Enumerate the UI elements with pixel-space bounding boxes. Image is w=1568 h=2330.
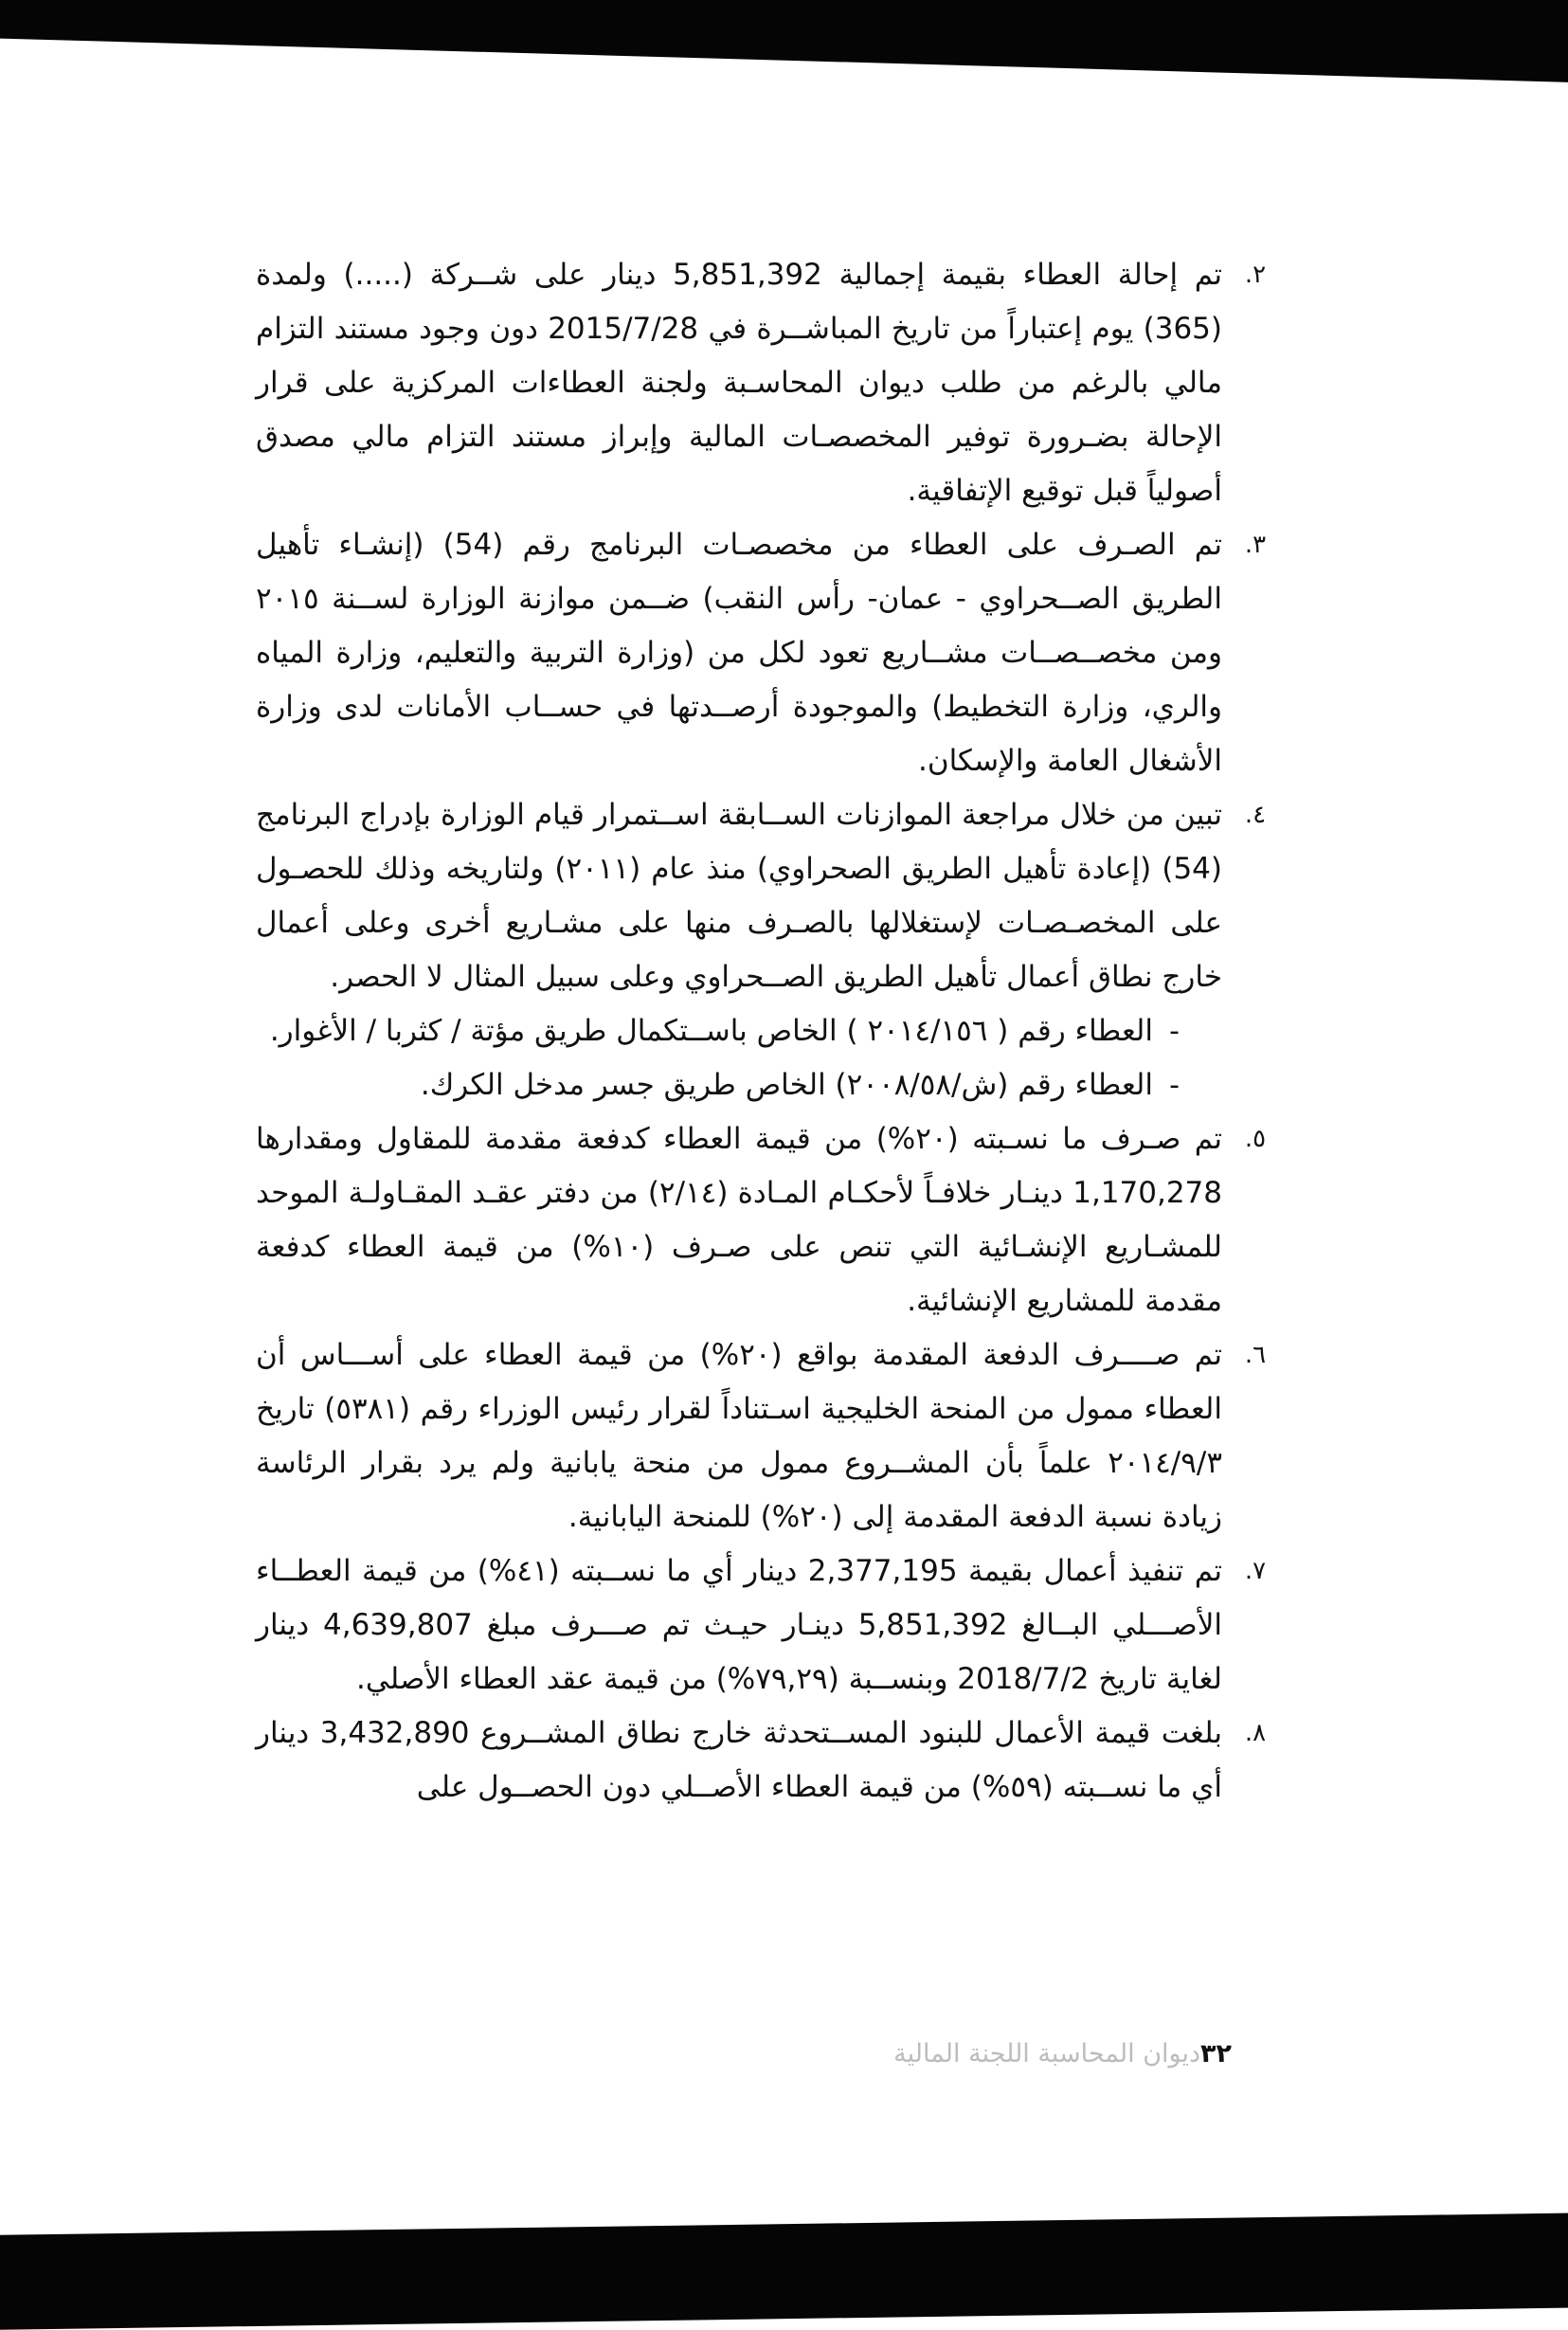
page-number: ٣٢ (1200, 2039, 1232, 2068)
list-item-5 (256, 1112, 1279, 1328)
dash-bullet-icon: - (1169, 1069, 1180, 1102)
item-number: ٨. (1244, 1719, 1267, 1747)
dash-bullet-icon: - (1169, 1015, 1180, 1048)
list-item-6 (256, 1328, 1279, 1544)
sub-list-item (256, 1058, 1180, 1112)
item-number: ٢. (1244, 261, 1267, 289)
item-text: تم الصـرف على العطاء من مخصصـات البرنامج رقم (54) (إنشـاء تأهيل الطريق الصــحراوي - عمان- رأس النقب) ضــمن موازنة الوزارة لســنة ٢٠١٥ ومن مخصــصــات مشــاريع تعود لكل من (وزارة التربية والتعليم، وزارة المياه والري، وزارة التخطيط) والموجودة أرصــدتها في حســاب الأمانات لدى وزارة الأشغال العامة والإسكان. (256, 528, 1222, 778)
list-item-4 (256, 788, 1279, 1004)
item-text: تم صـرف ما نسـبته (٢٠%) من قيمة العطاء كدفعة مقدمة للمقاول ومقدارها 1,170,278 دينـار خلافـاً لأحكـام المـادة (٢/١٤) من دفتر عقـد المقـاولـة الموحد للمشـاريع الإنشـائية التي تنص على صـرف (١٠%) من قيمة العطاء كدفعة مقدمة للمشاريع الإنشائية. (256, 1122, 1222, 1318)
item-number: ٥. (1244, 1125, 1267, 1153)
item-number: ٣. (1244, 531, 1267, 559)
sub-list-item (256, 1004, 1180, 1058)
list-item-3 (256, 518, 1279, 788)
item-text: تم إحالة العطاء بقيمة إجمالية 5,851,392 دينار على شــركة (.....) ولمدة (365) يوم إعتباراً من تاريخ المباشــرة في 2015/7/28 دون وجود مستند التزام مالي بالرغم من طلب ديوان المحاسـبة ولجنة العطاءات المركزية على قرار الإحالة بضـرورة توفير المخصصـات المالية وإبراز مستند التزام مالي مصدق أصولياً قبل توقيع الإتفاقية. (256, 258, 1223, 508)
scan-edge-bottom (0, 2213, 1568, 2330)
item-number: ٧. (1244, 1557, 1267, 1585)
footer-text: ديوان المحاسبة اللجنة المالية (893, 2039, 1201, 2068)
item-number: ٦. (1244, 1341, 1267, 1369)
item-number: ٤. (1244, 801, 1267, 829)
item-text: بلغت قيمة الأعمال للبنود المســتحدثة خارج نطاق المشــروع 3,432,890 دينار أي ما نســبته (٥٩%) من قيمة العطاء الأصــلي دون الحصــول على (256, 1716, 1222, 1804)
sub-list (256, 1004, 1279, 1112)
sub-item-text: العطاء رقم (ش/٢٠٠٨/٥٨) الخاص طريق جسر مدخل الكرك. (420, 1068, 1153, 1102)
list-item-7 (256, 1544, 1279, 1707)
list-item-2 (256, 248, 1279, 518)
item-text: تم صــــرف الدفعة المقدمة بواقع (٢٠%) من قيمة العطاء على أســـاس أن العطاء ممول من المنحة الخليجية اسـتناداً لقرار رئيس الوزراء رقم (٥٣٨١) تاريخ ٢٠١٤/٩/٣ علماً بأن المشــروع ممول من منحة يابانية ولم يرد بقرار الرئاسة زيادة نسبة الدفعة المقدمة إلى (٢٠%) للمنحة اليابانية. (256, 1338, 1222, 1534)
list-item-8 (256, 1707, 1279, 1815)
scan-edge-top (0, 0, 1568, 83)
document-body (256, 248, 1279, 1815)
item-text: تبين من خلال مراجعة الموازنات الســابقة اســتمرار قيام الوزارة بإدراج البرنامج (54) (إعادة تأهيل الطريق الصحراوي) منذ عام (٢٠١١) ولتاريخه وذلك للحصـول على المخصـصـات لإستغلالها بالصـرف منها على مشـاريع أخرى وعلى أعمال خارج نطاق أعمال تأهيل الطريق الصــحراوي وعلى سبيل المثال لا الحصر. (256, 798, 1222, 994)
sub-item-text: العطاء رقم ( ٢٠١٤/١٥٦ ) الخاص باســتكمال طريق مؤتة / كثربا / الأغوار. (269, 1014, 1153, 1048)
item-text: تم تنفيذ أعمال بقيمة 2,377,195 دينار أي ما نســبته (٤١%) من قيمة العطــاء الأصـــلي البــالغ 5,851,392 دينـار حيـث تم صـــرف مبلغ 4,639,807 دينار لغاية تاريخ 2018/7/2 وبنســبة (٧٩,٢٩%) من قيمة عقد العطاء الأصلي. (256, 1554, 1222, 1696)
page-footer (777, 2039, 1232, 2068)
